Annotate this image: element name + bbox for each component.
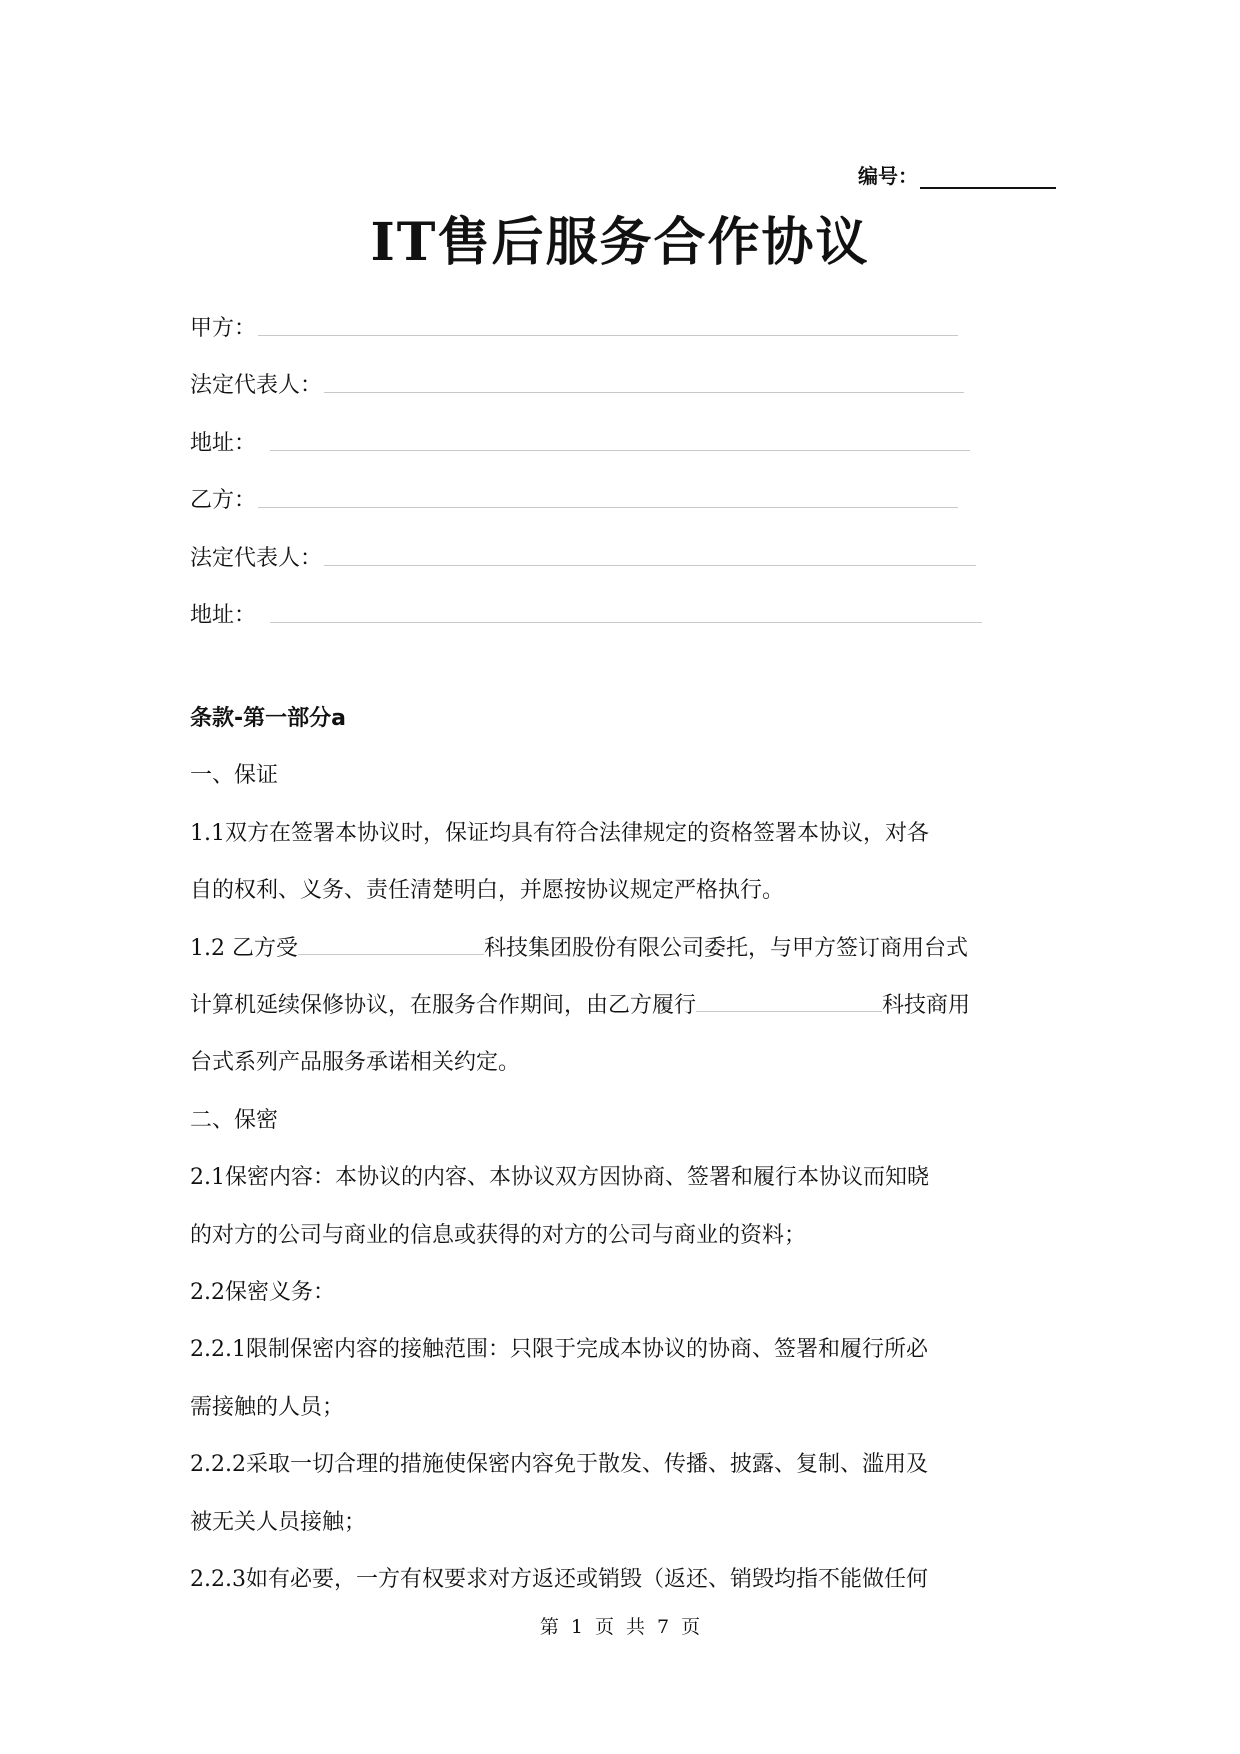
clause-2-2-1-line2: 需接触的人员； bbox=[190, 1394, 345, 1420]
party-b-rep-row bbox=[190, 520, 1000, 578]
clause-2-2-2-line2: 被无关人员接触； bbox=[190, 1509, 367, 1535]
party-b-field[interactable] bbox=[258, 506, 958, 508]
clauses-body bbox=[190, 690, 1060, 1609]
document-title: IT售后服务合作协议 bbox=[370, 212, 870, 273]
party-b-rep-label: 法定代表人： bbox=[190, 545, 323, 571]
heading-guarantee: 一、保证 bbox=[190, 763, 279, 789]
party-a-address-row bbox=[190, 405, 1000, 463]
clause-1-2-line1 bbox=[190, 920, 1060, 977]
party-a-address-field[interactable] bbox=[270, 449, 970, 451]
clause-1-2-text-a: 1.2 乙方受 bbox=[190, 935, 298, 961]
party-a-rep-label: 法定代表人： bbox=[190, 373, 323, 398]
clause-2-1-line1: 2.1保密内容：本协议的内容、本协议双方因协商、签署和履行本协议而知晓 bbox=[190, 1165, 929, 1191]
party-a-rep-field[interactable] bbox=[324, 391, 964, 393]
section-title: 条款-第一部分a bbox=[190, 706, 346, 731]
party-a-label: 甲方： bbox=[190, 315, 257, 341]
clause-1-2-line2 bbox=[190, 977, 1060, 1034]
clause-1-1-line1: 1.1双方在签署本协议时，保证均具有符合法律规定的资格签署本协议，对各 bbox=[190, 820, 929, 846]
clause-2-2-1-line1: 2.2.1限制保密内容的接触范围：只限于完成本协议的协商、签署和履行所必 bbox=[190, 1337, 928, 1363]
clause-1-2-blank-1[interactable] bbox=[298, 934, 484, 955]
clause-1-2-line3: 台式系列产品服务承诺相关约定。 bbox=[190, 1050, 521, 1076]
clause-2-1-line2: 的对方的公司与商业的信息或获得的对方的公司与商业的资料； bbox=[190, 1222, 807, 1248]
party-info bbox=[190, 290, 1000, 635]
document-number bbox=[858, 160, 1056, 189]
party-a-row bbox=[190, 290, 1000, 348]
clause-2-2: 2.2保密义务： bbox=[190, 1280, 335, 1306]
clause-1-2-text-b: 科技集团股份有限公司委托，与甲方签订商用台式 bbox=[483, 935, 968, 961]
document-number-blank[interactable] bbox=[920, 167, 1056, 189]
party-a-address-label: 地址： bbox=[190, 430, 257, 456]
document-number-label: 编号： bbox=[858, 164, 918, 188]
clause-2-2-2-line1: 2.2.2采取一切合理的措施使保密内容免于散发、传播、披露、复制、滥用及 bbox=[190, 1452, 928, 1478]
clause-2-2-3-line1: 2.2.3如有必要，一方有权要求对方返还或销毁（返还、销毁均指不能做任何 bbox=[190, 1567, 928, 1593]
party-b-label: 乙方： bbox=[190, 488, 257, 513]
clause-1-2-text-d: 科技商用 bbox=[882, 993, 971, 1019]
party-a-rep-row bbox=[190, 348, 1000, 406]
clause-1-1-line2: 自的权利、义务、责任清楚明白，并愿按协议规定严格执行。 bbox=[190, 878, 785, 904]
party-b-address-label: 地址： bbox=[190, 603, 257, 628]
party-a-field[interactable] bbox=[258, 334, 958, 336]
party-b-row bbox=[190, 463, 1000, 521]
party-b-rep-field[interactable] bbox=[324, 564, 976, 566]
clause-1-2-text-c: 计算机延续保修协议，在服务合作期间，由乙方履行 bbox=[190, 993, 697, 1019]
heading-confidentiality: 二、保密 bbox=[190, 1107, 279, 1133]
party-b-address-row bbox=[190, 578, 1000, 636]
clause-1-2-blank-2[interactable] bbox=[696, 991, 882, 1012]
party-b-address-field[interactable] bbox=[270, 621, 982, 623]
page-footer: 第 1 页 共 7 页 bbox=[539, 1616, 701, 1638]
